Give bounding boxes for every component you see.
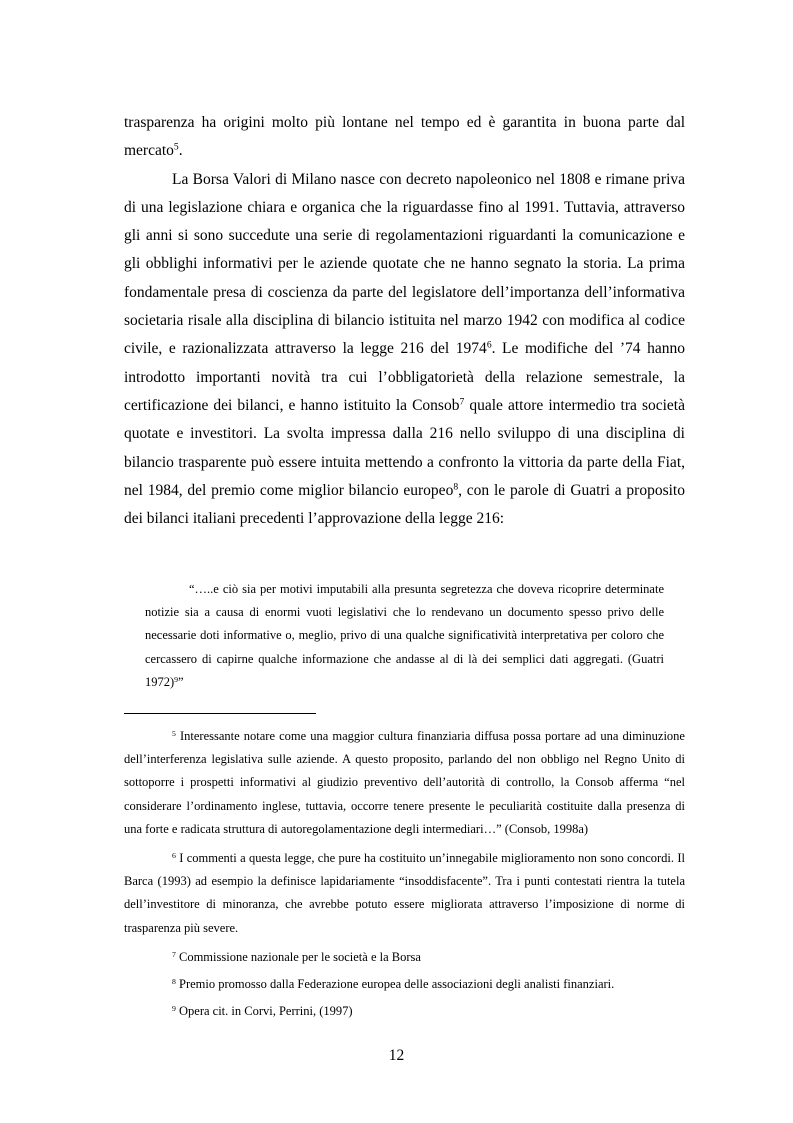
footnote-6: $^6$ I commenti a questa legge, che pure ha costituito un’innegabile miglioramento non sono concordi. Il Barca (1993) ad esempio la definisce lapidariamente “insoddisfacente”. Tra i punti contestati rientra la tutela dell’investitore di minoranza, che avrebbe potuto essere migliorata attraverso l’imposizione di norme di trasparenza più severe. [124, 850, 685, 935]
footnote-ref-9[interactable]: 9 [174, 674, 179, 684]
footnote-8: $^8$ Premio promosso dalla Federazione europea delle associazioni degli analisti finanziari. [172, 976, 615, 992]
paragraph-1: trasparenza ha origini molto più lontane nel tempo ed è garantita in buona parte dal mercato$^5$. [124, 114, 685, 160]
footnote-ref-7[interactable]: 7 [459, 396, 465, 408]
footnote-ref-6[interactable]: 6 [486, 340, 492, 352]
footnotes [124, 725, 685, 1027]
footnote-separator [124, 713, 316, 714]
footnote-ref-8[interactable]: 8 [453, 481, 459, 493]
footnote-ref-5[interactable]: 5 [173, 142, 179, 154]
footnote-9: $^9$ Opera cit. in Corvi, Perrini, (1997) [172, 1003, 353, 1019]
footnote-5: $^5$ Interessante notare come una maggior cultura finanziaria diffusa possa portare ad una diminuzione dell’interferenza legislativa sulle aziende. A questo proposito, parlando del non obbligo nel Regno Unito di sottoporre i prospetti informativi al giudizio preventivo dell’autorità di controllo, la Consob afferma “nel considerare l’ordinamento inglese, tuttavia, occorre tenere presente le peculiarità costituite dalla presenza di una forte e radicata struttura di autoregolamentazione degli intermediari…” (Consob, 1998a) [124, 728, 685, 836]
body-text [124, 109, 685, 533]
block-quote: “…..e ciò sia per motivi imputabili alla presunta segretezza che doveva ricoprire determinate notizie sia a causa di enormi vuoti legislativi che lo rendevano un documento spesso privo delle necessarie doti informative o, meglio, privo di una qualche significatività interpretativa per coloro che cercassero di capirne qualche informazione che andasse al di là dei semplici dati aggregati. (Guatri 1972)$^9$” [145, 582, 664, 689]
page-number: 12 [388, 1047, 405, 1064]
footnote-7: $^7$ Commissione nazionale per le società e la Borsa [172, 949, 421, 964]
paragraph-2: La Borsa Valori di Milano nasce con decreto napoleonico nel 1808 e rimane priva di una legislazione chiara e organica che la riguardasse fino al 1991. Tuttavia, attraverso gli anni si sono succedute una serie di regolamentazioni riguardanti la comunicazione e gli obblighi informativi per le aziende quotate che ne hanno segnato la storia. La prima fondamentale presa di coscienza da parte del legislatore dell’importanza dell’informativa societaria risale alla disciplina di bilancio istituita nel marzo 1942 con modifica al codice civile, e razionalizzata attraverso la legge 216 del 1974$^6$. Le modifiche del ’74 hanno introdotto importanti novità tra cui l’obbligatorietà della relazione semestrale, la certificazione dei bilanci, e hanno istituito la Consob$^7$ quale attore intermedio tra società quotate e investitori. La svolta impressa dalla 216 nello sviluppo di una disciplina di bilancio trasparente può essere intuita mettendo a confronto la vittoria da parte della Fiat, nel 1984, del premio come miglior bilancio europeo$^8$, con le parole di Guatri a proposito dei bilanci italiani precedenti l’approvazione della legge 216: [124, 170, 685, 528]
